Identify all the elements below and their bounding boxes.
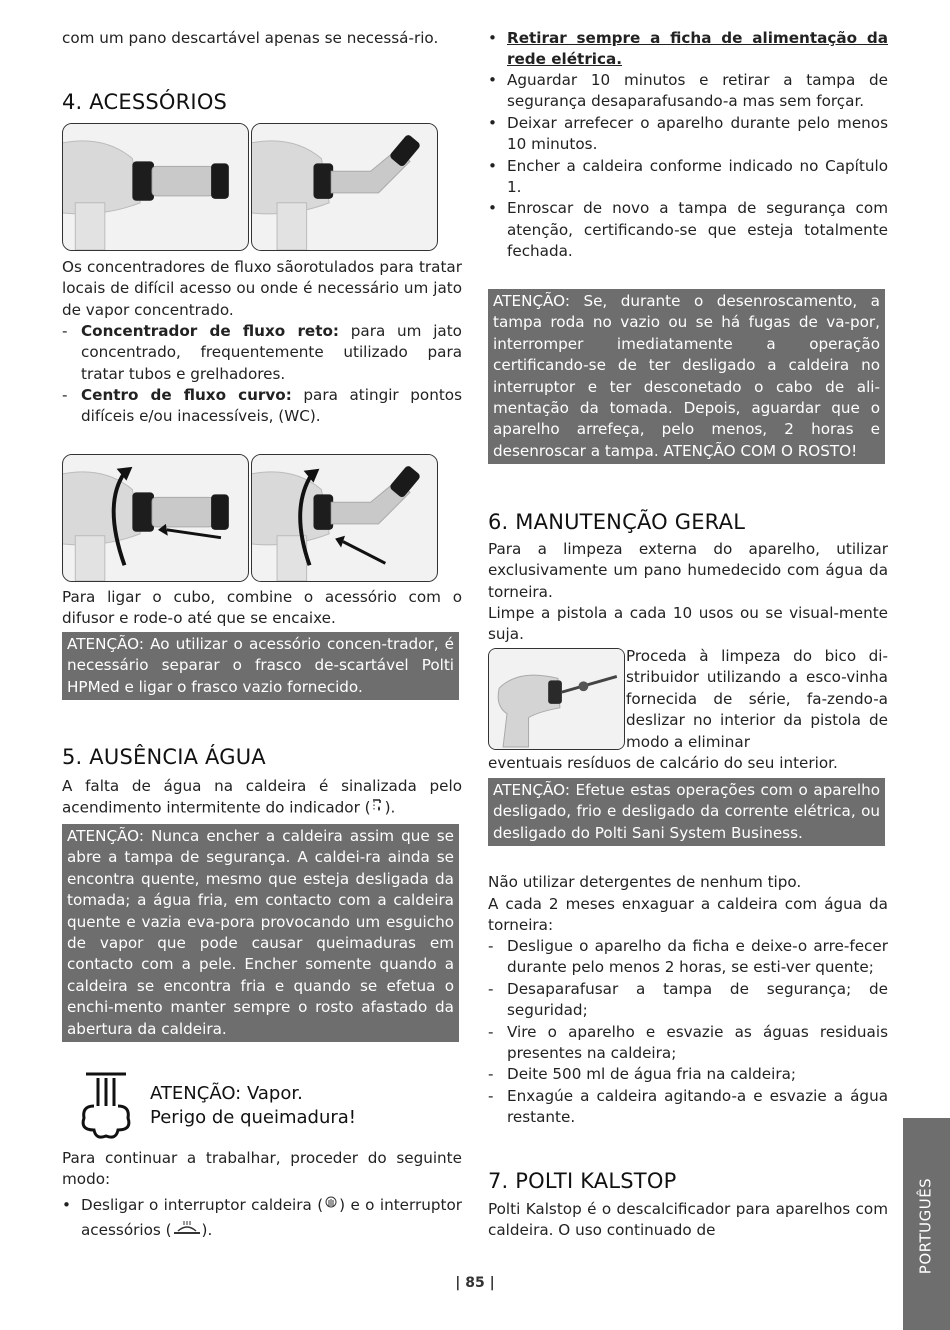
bullet-list bbox=[488, 70, 888, 263]
list-item-text: Enxagúe a caldeira agitando-a e esvazie a água restante. bbox=[507, 1086, 888, 1127]
section-6-paragraph-1: Para a limpeza externa do aparelho, utilizar exclusivamente um pano humedecido com água da torneira. bbox=[488, 540, 888, 601]
text: A falta de água na caldeira é sinalizada pelo acendimento intermitente do indicador ( bbox=[62, 777, 462, 818]
list-item bbox=[488, 198, 888, 262]
section-6-title: 6. MANUTENÇÃO GERAL bbox=[488, 510, 746, 534]
section-5-title: 5. AUSÊNCIA ÁGUA bbox=[62, 745, 266, 769]
dash-marker: - bbox=[62, 322, 68, 340]
boiler-switch-icon bbox=[323, 1194, 339, 1218]
text: Desligar o interruptor caldeira ( bbox=[81, 1196, 324, 1214]
list-item bbox=[488, 1064, 888, 1085]
dash-marker: - bbox=[488, 979, 494, 998]
section-7-paragraph: Polti Kalstop é o descalcificador para aparelhos com caldeira. O uso continuado de bbox=[488, 1200, 888, 1240]
bullet-marker: • bbox=[488, 156, 497, 175]
section-4-paragraph-2: Para ligar o cubo, combine o acessório com o difusor e rode-o até que se encaixe. bbox=[62, 588, 462, 628]
list-item-text: Deite 500 ml de água fria na caldeira; bbox=[507, 1065, 797, 1084]
text: ). bbox=[201, 1220, 213, 1239]
intro-paragraph: com um pano descartável apenas se necessá-rio. bbox=[62, 29, 439, 47]
dash-marker: - bbox=[488, 937, 494, 955]
bullet-marker: • bbox=[488, 199, 497, 218]
list-item bbox=[488, 936, 888, 979]
language-side-tab bbox=[903, 1118, 950, 1330]
water-indicator-icon bbox=[371, 797, 385, 819]
item-label: Concentrador de fluxo reto: bbox=[81, 322, 339, 340]
straight-concentrator-item bbox=[62, 321, 462, 385]
list-item-text: Deixar arrefecer o aparelho durante pelo menos 10 minutos. bbox=[507, 113, 888, 154]
straight-concentrator-image bbox=[62, 123, 249, 251]
item-label: Centro de fluxo curvo: bbox=[81, 386, 292, 404]
section-4-paragraph: Os concentradores de fluxo sãorotulados para tratar locais de difícil acesso ou onde é necessário um jato de vapor concentrado. bbox=[62, 258, 462, 319]
section-6-paragraph-3-end: eventuais resíduos de calcário do seu interior. bbox=[488, 754, 838, 772]
bullet-marker: • bbox=[488, 29, 497, 47]
gun-cleaning-image bbox=[488, 648, 625, 750]
list-item bbox=[488, 1086, 888, 1129]
steam-hazard-icon bbox=[80, 1070, 132, 1142]
unplug-bullet bbox=[488, 28, 888, 71]
section-5-paragraph-2: Para continuar a trabalhar, proceder do seguinte modo: bbox=[62, 1149, 462, 1189]
section-6-paragraph-2: Limpe a pistola a cada 10 usos ou se visual-mente suja. bbox=[488, 604, 888, 644]
list-item-text: Enroscar de novo a tampa de segurança com atenção, certificando-se que esteja totalmente fechada. bbox=[507, 199, 888, 261]
bullet-marker: • bbox=[488, 71, 497, 89]
curved-concentrator-item bbox=[62, 385, 462, 428]
list-item-text: Encher a caldeira conforme indicado no Capítulo 1. bbox=[507, 156, 888, 197]
list-item bbox=[488, 156, 888, 199]
section-5-paragraph bbox=[62, 776, 462, 820]
switch-off-bullet bbox=[62, 1193, 462, 1242]
attach-straight-image bbox=[62, 454, 249, 582]
list-item-text: Desligue o aparelho da ficha e deixe-o arre-fecer durante pelo menos 2 horas, se esti-ver quente; bbox=[507, 937, 888, 977]
cleaning-warning: ATENÇÃO: Efetue estas operações com o aparelho desligado, frio e desligado da corrente elétrica, ou desligado do Polti Sani System Business. bbox=[488, 778, 885, 846]
text: ) e o interruptor acessórios ( bbox=[81, 1196, 462, 1239]
section-4-title: 4. ACESSÓRIOS bbox=[62, 90, 228, 114]
list-item-text: Aguardar 10 minutos e retirar a tampa de segurança desaparafusando-a mas sem forçar. bbox=[507, 71, 888, 111]
dash-marker: - bbox=[488, 1086, 494, 1105]
bullet-marker: • bbox=[62, 1196, 71, 1214]
list-item bbox=[488, 1022, 888, 1065]
cap-warning: ATENÇÃO: Se, durante o desenroscamento, a tampa roda no vazio ou se há fugas de va-por, interromper imediatamente a operação certificando-se de ter desligado a caldeira no interruptor e ter desconetado o cabo de ali-mentação da tomada. Depois, aguardar que o aparelho arrefeça, pelo menos, 2 horas e desenroscar a tampa. ATENÇÃO COM O ROSTO! bbox=[488, 289, 885, 464]
curved-concentrator-image bbox=[251, 123, 438, 251]
section-6-paragraph-4: Não utilizar detergentes de nenhum tipo. bbox=[488, 873, 802, 891]
boiler-warning: ATENÇÃO: Nunca encher a caldeira assim que se abre a tampa de segurança. A caldei-ra ainda se encontra quente, mesmo que esteja desligada da tomada; a água fria, em contacto com a caldeira quente e vazia eva-pora provocando um esguicho de vapor que pode causar queimaduras em contacto com a pele. Encher somente quando a caldeira se encontra fria e quando se efetua o enchi-mento manter sempre o rosto afastado da abertura da caldeira. bbox=[62, 824, 459, 1042]
section-6-paragraph-5: A cada 2 meses enxaguar a caldeira com água da torneira: bbox=[488, 895, 888, 935]
dash-marker: - bbox=[62, 386, 68, 404]
steam-warning-text bbox=[150, 1082, 356, 1130]
language-label bbox=[903, 1118, 950, 1330]
dash-marker: - bbox=[488, 1065, 494, 1084]
text: ). bbox=[384, 799, 396, 818]
rinse-steps-list bbox=[488, 936, 888, 1129]
attach-curved-image bbox=[251, 454, 438, 582]
list-item bbox=[488, 70, 888, 113]
list-item bbox=[488, 979, 888, 1022]
accessory-warning: ATENÇÃO: Ao utilizar o acessório concen-trador, é necessário separar o frasco de-scartável Polti HPMed e ligar o frasco vazio fornecido. bbox=[62, 632, 459, 700]
list-item-text: Vire o aparelho e esvazie as águas residuais presentes na caldeira; bbox=[507, 1022, 888, 1063]
accessory-switch-icon bbox=[172, 1218, 202, 1242]
bullet-marker: • bbox=[488, 113, 497, 132]
unplug-text: Retirar sempre a ficha de alimentação da rede elétrica. bbox=[507, 29, 888, 69]
dash-marker: - bbox=[488, 1022, 494, 1041]
list-item bbox=[488, 113, 888, 156]
steam-warning-line-2: Perigo de queimadura! bbox=[150, 1107, 357, 1128]
section-7-title: 7. POLTI KALSTOP bbox=[488, 1169, 677, 1193]
language-label-text: PORTUGUÊS bbox=[916, 1177, 935, 1275]
steam-warning-line-1: ATENÇÃO: Vapor. bbox=[150, 1083, 303, 1104]
item-text: para um jato concentrado, frequentemente utilizado para tratar tubos e grelhadores. bbox=[81, 322, 462, 383]
section-6-paragraph-3: Proceda à limpeza do bico di-stribuidor utilizando a esco-vinha fornecida de série, fa-zendo-a deslizar no interior da pistola de modo a eliminar bbox=[626, 647, 888, 751]
page-number: | 85 | bbox=[455, 1275, 495, 1291]
list-item-text: Desaparafusar a tampa de segurança; de seguridad; bbox=[507, 979, 888, 1020]
item-text: para atingir pontos difíceis e/ou inacessíveis, (WC). bbox=[81, 386, 462, 426]
